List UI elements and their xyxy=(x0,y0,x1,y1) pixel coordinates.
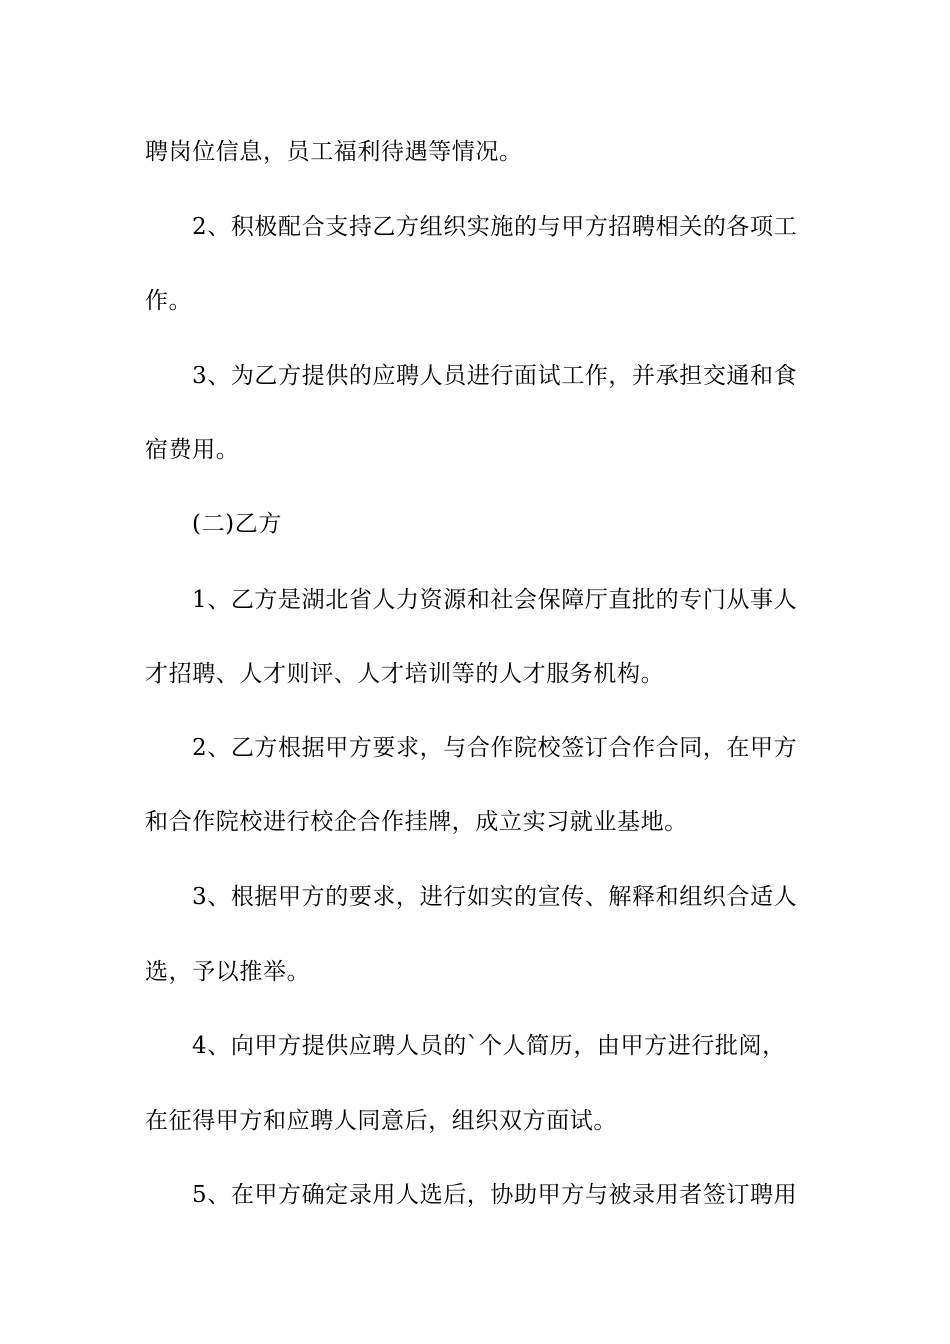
paragraph-line: 4、向甲方提供应聘人员的`个人简历，由甲方进行批阅， xyxy=(192,1033,786,1059)
paragraph-line: 和合作院校进行校企合作挂牌，成立实习就业基地。 xyxy=(145,809,688,835)
paragraph-line: 宿费用。 xyxy=(145,437,240,463)
paragraph-line: 选，予以推举。 xyxy=(145,959,311,985)
paragraph-line: 3、根据甲方的要求，进行如实的宣传、解释和组织合适人 xyxy=(192,884,798,910)
paragraph-line: 5、在甲方确定录用人选后，协助甲方与被录用者签订聘用 xyxy=(192,1182,798,1208)
paragraph-line: 2、乙方根据甲方要求，与合作院校签订合作合同，在甲方 xyxy=(192,735,798,761)
paragraph-line: 才招聘、人才则评、人才培训等的人才服务机构。 xyxy=(145,661,665,687)
paragraph-line: 2、积极配合支持乙方组织实施的与甲方招聘相关的各项工 xyxy=(192,214,798,240)
paragraph-line: 聘岗位信息，员工福利待遇等情况。 xyxy=(145,139,523,165)
paragraph-line: 3、为乙方提供的应聘人员进行面试工作，并承担交通和食 xyxy=(192,363,798,389)
paragraph-line: 在征得甲方和应聘人同意后，组织双方面试。 xyxy=(145,1108,617,1134)
paragraph-line: 作。 xyxy=(145,288,193,314)
section-heading: (二)乙方 xyxy=(192,511,282,537)
paragraph-line: 1、乙方是湖北省人力资源和社会保障厅直批的专门从事人 xyxy=(192,587,798,613)
